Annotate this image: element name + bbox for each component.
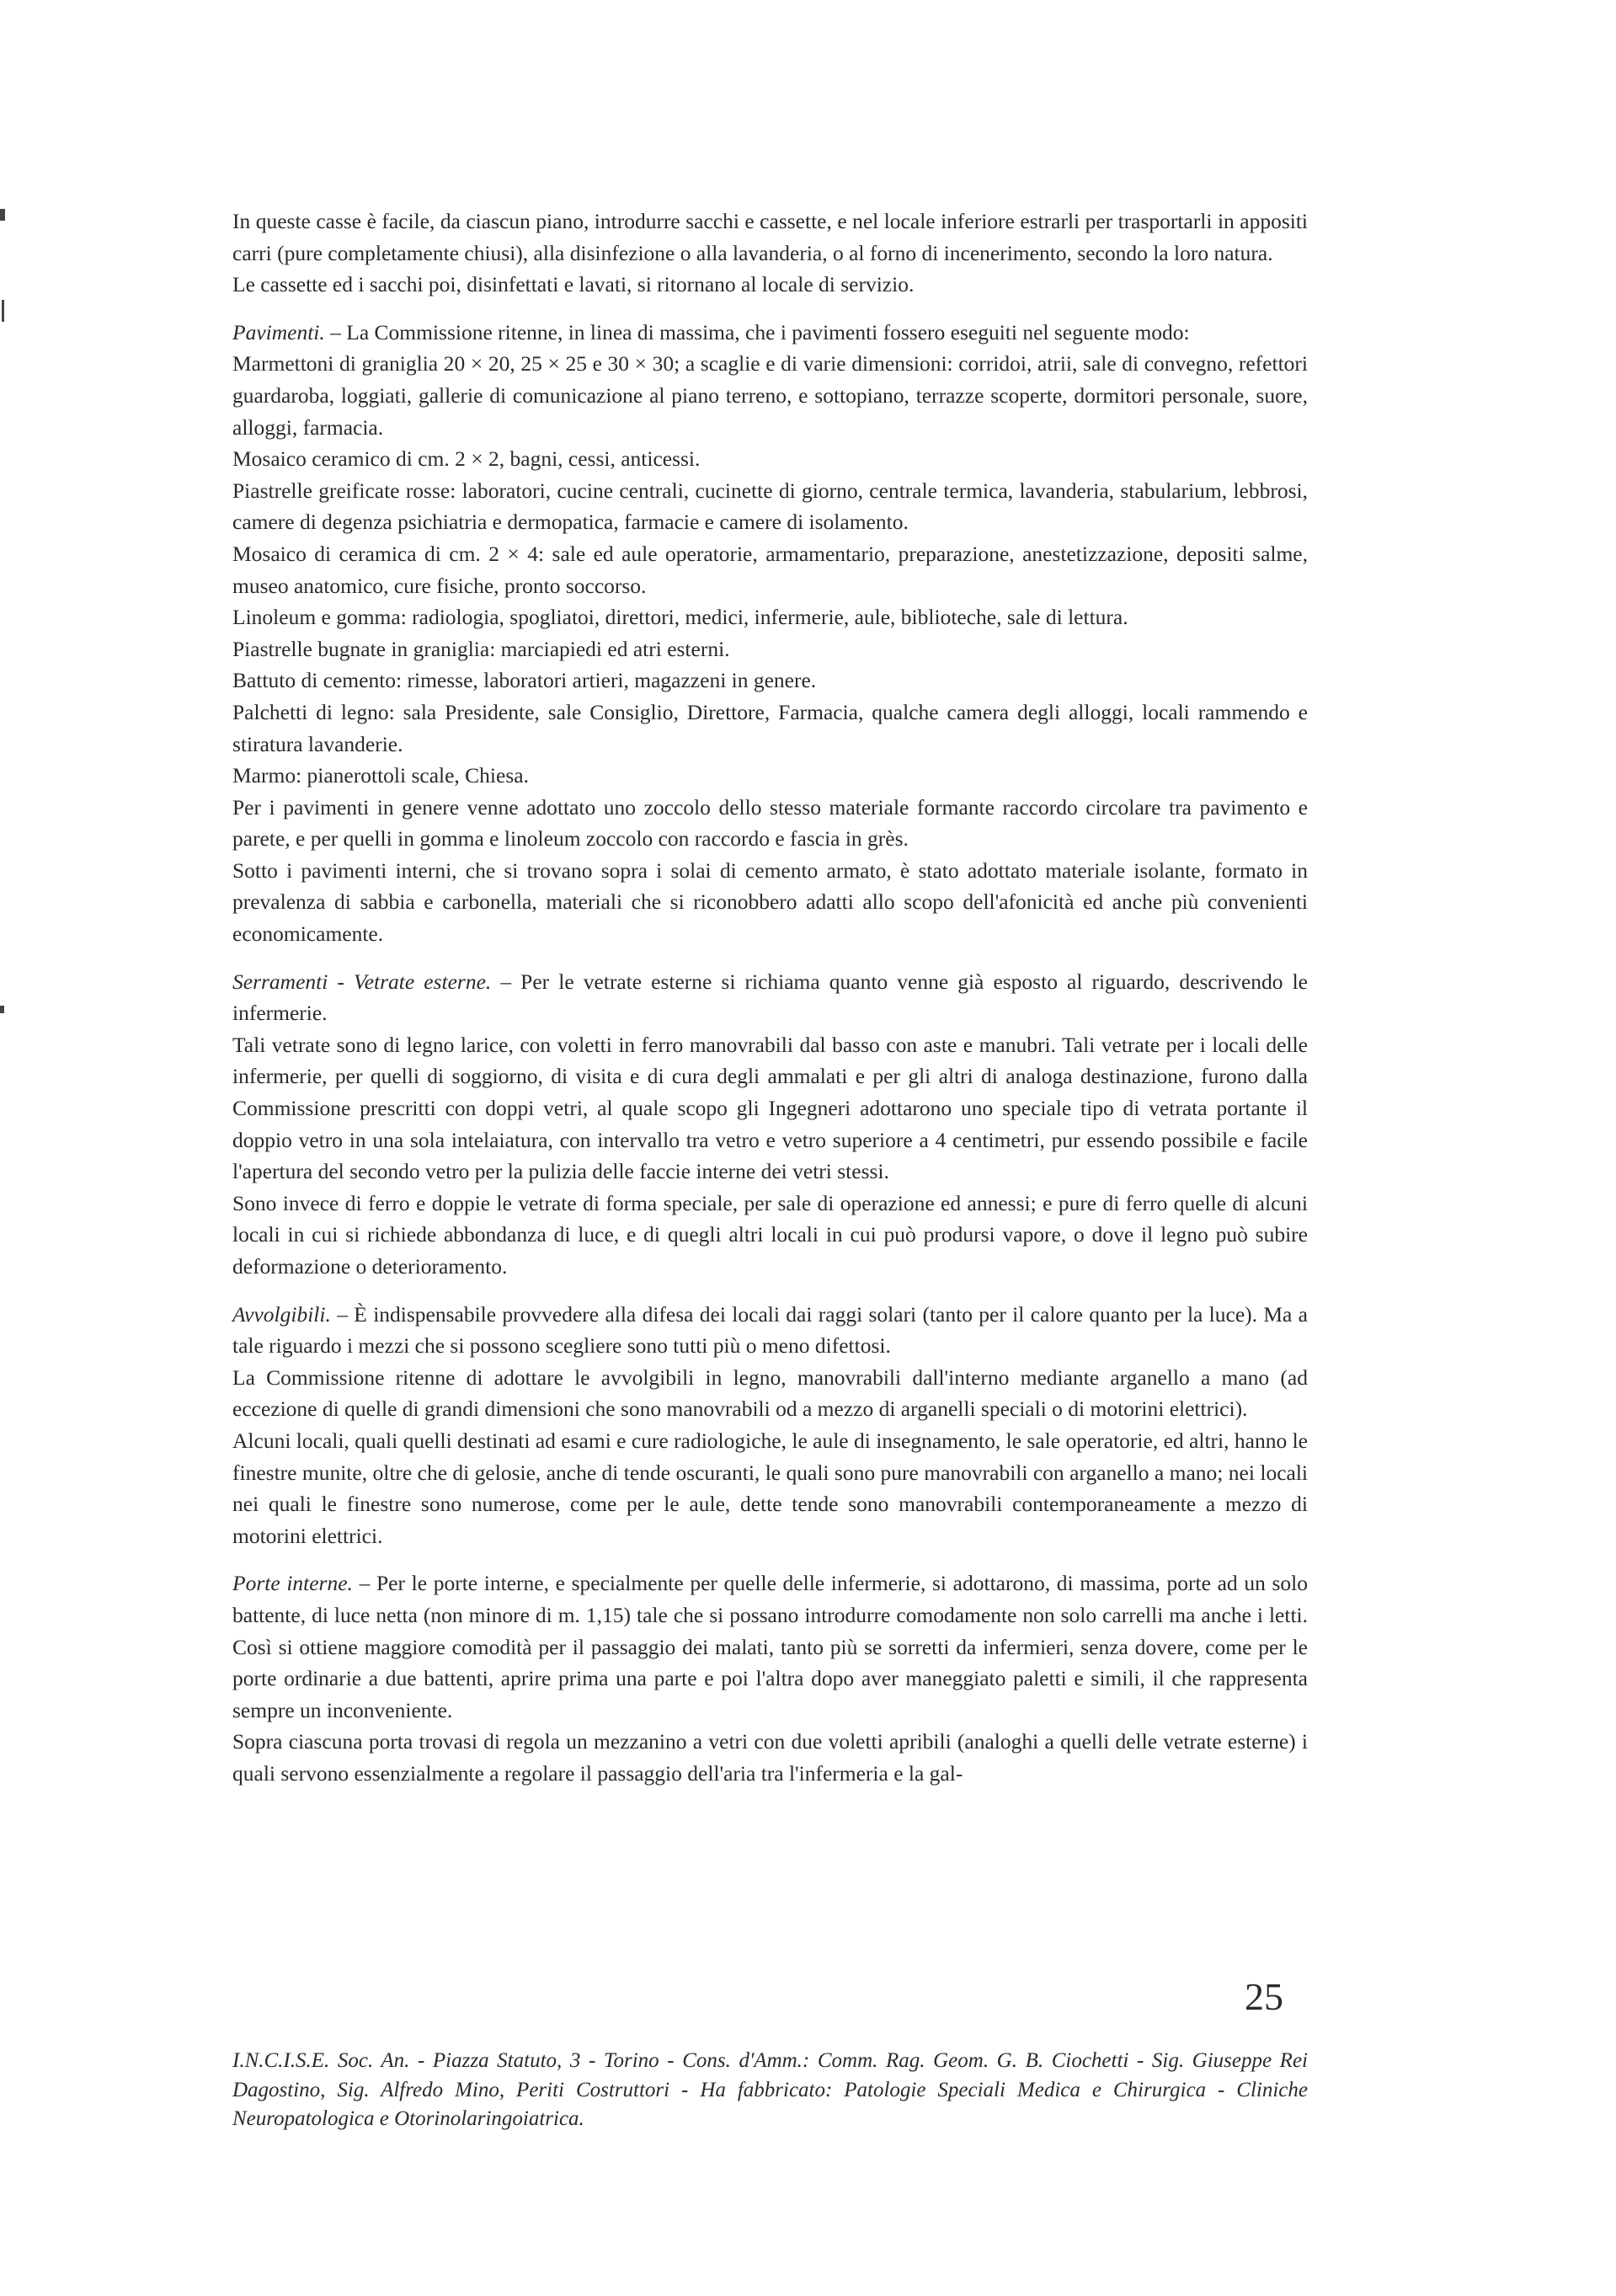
paragraph: Sopra ciascuna porta trovasi di regola un mezzanino a vetri con due voletti apribili (analoghi a quelli delle vetrate esterne) i quali servono essenzialmente a regolare il passaggio dell'aria tra l'infermeria e la gal- xyxy=(232,1729,1308,1786)
paragraph: Battuto di cemento: rimesse, laboratori artieri, magazzeni in genere. xyxy=(232,668,817,693)
paragraph: Sono invece di ferro e doppie le vetrate di forma speciale, per sale di operazione ed annessi; e pure di ferro quelle di alcuni locali in cui si richiede abbondanza di luce, e di quegli altri locali in cui può prodursi vapore, o dove il legno può subire deformazione o deterioramento. xyxy=(232,1190,1308,1279)
paragraph: Tali vetrate sono di legno larice, con voletti in ferro manovrabili dal basso con aste e manubri. Tali vetrate per i locali delle infermerie, per quelli di soggiorno, di visita e di cura degli ammalati e per gli altri di analoga destinazione, furono dalla Commissione prescritti con doppi vetri, al quale scopo gli Ingegneri adottarono uno speciale tipo di vetrata portante il doppio vetro in una sola intelaiatura, con intervallo tra vetro e vetro superiore a 4 centimetri, pur essendo possibile e facile l'apertura del secondo vetro per la pulizia delle faccie interne dei vetri stessi. xyxy=(232,1032,1308,1184)
paragraph: Per i pavimenti in genere venne adottato uno zoccolo dello stesso materiale formante raccordo circolare tra pavimento e parete, e per quelli in gomma e linoleum zoccolo con raccordo e fascia in grès. xyxy=(232,794,1308,852)
paragraph: In queste casse è facile, da ciascun piano, introdurre sacchi e cassette, e nel locale inferiore estrarli per trasportarli in appositi carri (pure completamente chiusi), alla disinfezione o alla lavanderia, o al forno di incenerimento, secondo la loro natura. xyxy=(232,209,1308,265)
paragraph: Le cassette ed i sacchi poi, disinfettati e lavati, si ritornano al locale di servizio. xyxy=(232,272,915,297)
paragraph xyxy=(232,1299,1308,1362)
paragraph: Linoleum e gomma: radiologia, spogliatoi, direttori, medici, infermerie, aule, biblioteche, sale di lettura. xyxy=(232,605,1128,630)
paragraph: Alcuni locali, quali quelli destinati ad esami e cure radiologiche, le aule di insegnamento, le sale operatorie, ed altri, hanno le finestre munite, oltre che di gelosie, anche di tende oscuranti, le quali sono pure manovrabili con arganello a mano; nei locali nei quali le finestre sono numerose, come per le aule, dette tende sono manovrabili contemporaneamente a mezzo di motorini elettrici. xyxy=(232,1428,1308,1548)
paragraph-text: – La Commissione ritenne, in linea di massima, che i pavimenti fossero eseguiti nel seguente modo: xyxy=(324,319,1190,344)
margin-mark xyxy=(2,300,4,322)
paragraph: Palchetti di legno: sala Presidente, sale Consiglio, Direttore, Farmacia, qualche camera degli alloggi, locali rammendo e stiratura lavanderie. xyxy=(232,699,1308,756)
paragraph: Mosaico ceramico di cm. 2 × 2, bagni, cessi, anticessi. xyxy=(232,446,701,472)
margin-mark xyxy=(0,209,5,221)
paragraph: Piastrelle bugnate in graniglia: marciapiedi ed atri esterni. xyxy=(232,636,730,661)
section-intro xyxy=(232,206,1308,301)
footer-credits: I.N.C.I.S.E. Soc. An. - Piazza Statuto, 3 - Torino - Cons. d'Amm.: Comm. Rag. Geom. G. B. Ciochetti - Sig. Giuseppe Rei Dagostino, Sig. Alfredo Mino, Periti Costruttori - Ha fabbricato: Patologie Speciali Medica e Chirurgica - Cliniche Neuropatologica e Otorinolaringoiatrica. xyxy=(232,2049,1308,2130)
section-title: Pavimenti. xyxy=(232,319,325,344)
section-title: Avvolgibili. xyxy=(232,1301,331,1327)
paragraph-text: – Per le vetrate esterne si richiama quanto venne già esposto al riguardo, descrivendo le infermerie. xyxy=(232,969,1308,1026)
section-title: Serramenti - Vetrate esterne. xyxy=(232,969,492,994)
section-title: Porte interne. xyxy=(232,1571,353,1596)
page-body xyxy=(232,206,1308,1806)
section-serramenti xyxy=(232,966,1308,1283)
paragraph-text: – È indispensabile provvedere alla difesa dei locali dai raggi solari (tanto per il calore quanto per la luce). Ma a tale riguardo i mezzi che si possono scegliere sono tutti più o meno difettosi. xyxy=(232,1301,1308,1359)
paragraph: Sotto i pavimenti interni, che si trovano sopra i solai di cemento armato, è stato adottato materiale isolante, formato in prevalenza di sabbia e carbonella, materiali che si riconobbero adatti allo scopo dell'afonicità ed anche più convenienti economicamente. xyxy=(232,857,1308,947)
section-avvolgibili xyxy=(232,1299,1308,1552)
paragraph: Piastrelle greificate rosse: laboratori, cucine centrali, cucinette di giorno, centrale termica, lavanderia, stabularium, lebbrosi, camere di degenza psichiatria e dermopatica, farmacie e camere di isolamento. xyxy=(232,478,1308,535)
margin-mark xyxy=(0,1006,4,1013)
paragraph xyxy=(232,317,1308,349)
section-porte-interne xyxy=(232,1567,1308,1789)
paragraph: Marmettoni di graniglia 20 × 20, 25 × 25 e 30 × 30; a scaglie e di varie dimensioni: corridoi, atrii, sale di convegno, refettori guardaroba, loggiati, gallerie di comunicazione al piano terreno, e sottopiano, terrazze scoperte, dormitori personale, suore, alloggi, farmacia. xyxy=(232,351,1308,440)
paragraph: Marmo: pianerottoli scale, Chiesa. xyxy=(232,763,529,788)
section-pavimenti xyxy=(232,317,1308,950)
paragraph xyxy=(232,1567,1308,1726)
paragraph xyxy=(232,966,1308,1029)
page-number: 25 xyxy=(1245,1975,1283,2018)
paragraph-text: – Per le porte interne, e specialmente per quelle delle infermerie, si adottarono, di massima, porte ad un solo battente, di luce netta (non minore di m. 1,15) tale che si possano introdurre comodamente non solo carrelli ma anche i letti. Così si ottiene maggiore comodità per il passaggio dei malati, tanto più se sorretti da infermieri, senza dovere, come per le porte ordinarie a due battenti, aprire prima una parte e poi l'altra dopo aver maneggiato paletti e simili, il che rappresenta sempre un inconveniente. xyxy=(232,1571,1308,1722)
paragraph: La Commissione ritenne di adottare le avvolgibili in legno, manovrabili dall'interno mediante arganello a mano (ad eccezione di quelle di grandi dimensioni che sono manovrabili od a mezzo di arganelli speciali o di motorini elettrici). xyxy=(232,1364,1308,1422)
paragraph: Mosaico di ceramica di cm. 2 × 4: sale ed aule operatorie, armamentario, preparazione, anestetizzazione, depositi salme, museo anatomico, cure fisiche, pronto soccorso. xyxy=(232,541,1308,598)
